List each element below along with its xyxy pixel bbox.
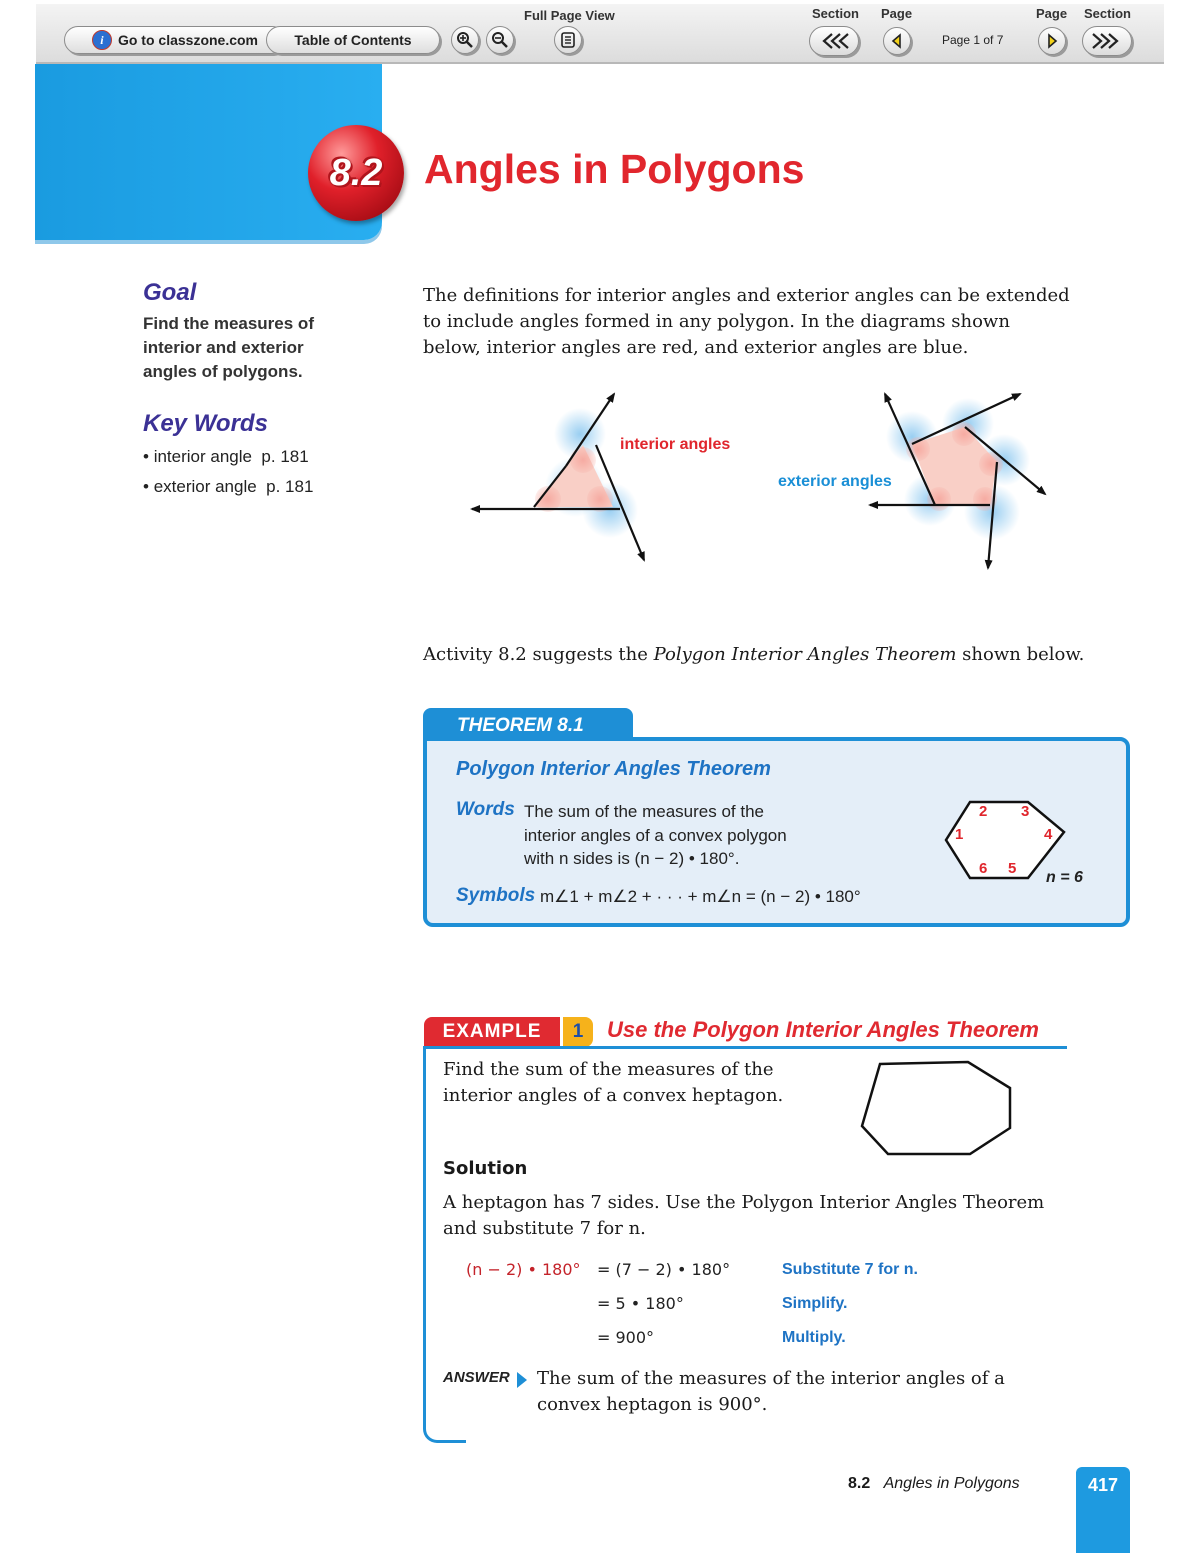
pentagon-diagram <box>870 394 1045 568</box>
page-indicator: Page 1 of 7 <box>942 33 1004 47</box>
arrow-right-icon <box>1044 33 1060 49</box>
page-title: Angles in Polygons <box>424 146 805 192</box>
classzone-button[interactable]: i Go to classzone.com <box>64 26 286 54</box>
answer-text: The sum of the measures of the interior angles of a convex heptagon is 900°. <box>537 1368 1005 1415</box>
navigation-toolbar <box>36 4 1164 64</box>
step-rhs: = 5 • 180° <box>597 1294 684 1313</box>
footer-section-ref: 8.2 Angles in Polygons <box>848 1475 1020 1492</box>
zoom-out-button[interactable] <box>486 26 514 54</box>
example-title: Use the Polygon Interior Angles Theorem <box>607 1017 1039 1042</box>
double-arrow-right-icon <box>1092 32 1122 50</box>
step-note: Substitute 7 for n. <box>782 1261 918 1278</box>
page-label-right: Page <box>1036 6 1068 21</box>
example-corner <box>423 1420 466 1443</box>
example-number: 1 <box>563 1017 593 1047</box>
theorem-tab: THEOREM 8.1 <box>423 708 633 744</box>
theorem-words-label: Words <box>456 799 515 820</box>
theorem-name: Polygon Interior Angles Theorem <box>456 758 771 780</box>
double-arrow-left-icon <box>819 32 849 50</box>
next-section-button[interactable] <box>1082 26 1132 56</box>
step-lhs: (n − 2) • 180° <box>466 1260 581 1279</box>
heptagon-diagram <box>856 1058 1016 1158</box>
info-icon: i <box>92 30 112 50</box>
example-tab: EXAMPLE <box>424 1017 560 1047</box>
section-label-right: Section <box>1084 6 1131 21</box>
example-prompt: Find the sum of the measures of the interior angles of a convex heptagon. <box>443 1059 784 1106</box>
table-of-contents-button[interactable]: Table of Contents <box>266 26 440 54</box>
section-number-badge: 8.2 <box>308 125 404 221</box>
page-view-icon <box>560 32 576 48</box>
zoom-in-icon <box>456 31 474 49</box>
goal-text: Find the measures of interior and exterior angles of polygons. <box>143 314 314 381</box>
hexagon-angle-label: 4 <box>1044 826 1053 843</box>
exterior-angles-label: exterior angles <box>778 473 892 490</box>
previous-section-button[interactable] <box>809 26 859 56</box>
solution-text: A heptagon has 7 sides. Use the Polygon Interior Angles Theorem and substitute 7 for n. <box>443 1192 1045 1239</box>
page-number: 417 <box>1076 1467 1130 1553</box>
goal-heading: Goal <box>143 279 197 306</box>
hexagon-n-label: n = 6 <box>1046 869 1083 886</box>
key-words-heading: Key Words <box>143 410 268 437</box>
step-rhs: = (7 − 2) • 180° <box>597 1260 731 1279</box>
page-label-left: Page <box>881 6 913 21</box>
triangle-diagram <box>472 394 644 560</box>
step-note: Multiply. <box>782 1329 846 1346</box>
theorem-symbols-text: m∠1 + m∠2 + · · · + m∠n = (n − 2) • 180° <box>540 887 861 906</box>
key-word-item: • interior angle p. 181 <box>143 447 309 466</box>
intro-paragraph: The definitions for interior angles and exterior angles can be extended to include angles formed in any polygon. In the diagrams shown below, interior angles are red, and exterior angles are blue. <box>423 285 1070 358</box>
answer-label: ANSWER <box>443 1369 510 1386</box>
next-page-button[interactable] <box>1038 27 1066 55</box>
hexagon-angle-label: 3 <box>1021 803 1030 820</box>
hexagon-angle-label: 1 <box>955 826 964 843</box>
theorem-symbols-label: Symbols <box>456 885 536 906</box>
solution-heading: Solution <box>443 1158 528 1179</box>
theorem-words-text: The sum of the measures of the interior angles of a convex polygon with n sides is (n − 2) • 180°. <box>524 802 787 868</box>
zoom-out-icon <box>491 31 509 49</box>
full-page-view-button[interactable] <box>554 26 582 54</box>
step-rhs: = 900° <box>597 1328 655 1347</box>
hexagon-angle-label: 6 <box>979 860 988 877</box>
angle-diagrams <box>460 382 1060 582</box>
previous-page-button[interactable] <box>883 27 911 55</box>
step-note: Simplify. <box>782 1295 848 1312</box>
section-label-left: Section <box>812 6 859 21</box>
interior-angles-label: interior angles <box>620 436 731 453</box>
key-word-item: • exterior angle p. 181 <box>143 477 314 496</box>
answer-arrow-icon <box>516 1371 528 1389</box>
hexagon-angle-label: 5 <box>1008 860 1017 877</box>
activity-sentence: Activity 8.2 suggests the Polygon Interior Angles Theorem shown below. <box>423 644 1085 665</box>
zoom-in-button[interactable] <box>451 26 479 54</box>
example-rule <box>424 1046 1067 1049</box>
hexagon-angle-label: 2 <box>979 803 988 820</box>
arrow-left-icon <box>889 33 905 49</box>
key-words-list <box>143 442 313 502</box>
example-left-rule <box>423 1046 426 1426</box>
full-page-view-label: Full Page View <box>524 8 615 23</box>
